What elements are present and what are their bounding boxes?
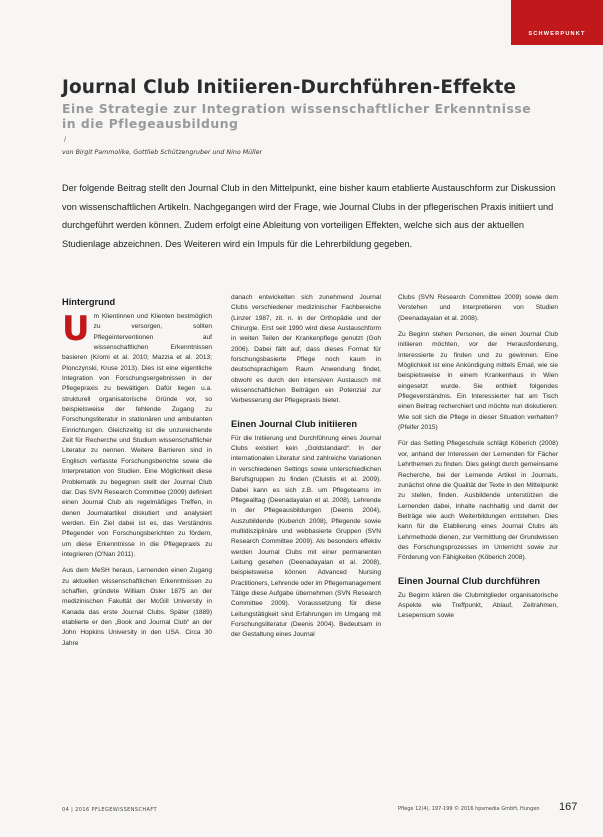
footer-citation: Pflege 12(4), 197-199 © 2016 hpsmedia GmbH, Hungen (398, 806, 540, 812)
paragraph: Zu Beginn klären die Clubmitglieder organisatorische Aspekte wie Treffpunkt, Ablauf, Zeitrahmen, Lesepensum sowie (398, 591, 558, 620)
text-column-3 (398, 293, 558, 622)
article-lead: Der folgende Beitrag stellt den Journal Club in den Mittelpunkt, eine bisher kaum etablierte Austauschform zur Diskussion von wissenschaftlichen Artikeln. Nachgegangen wird der Frage, wie Journal Clubs in der pflegerischen Praxis initiiert und durchgeführt werden können. Zudem erfolgt eine Ableitung von vorteiligen Effekten, welche sich aus der aktuellen Studienlage abzeichnen. Des Weiteren wird ein Impuls für die Lehrerbildung gegeben. (62, 183, 556, 249)
section-ribbon: SCHWERPUNKT (511, 0, 603, 45)
footer-journal: 04 | 2016 PFLEGEWISSENSCHAFT (62, 807, 157, 813)
section-heading-hintergrund: Hintergrund (62, 297, 116, 307)
paragraph: Für das Setting Pflegeschule schlägt Köberich (2008) vor, anhand der Interessen der Lernenden für Fächer Lehrthemen zu finden. Dies gelingt durch gemeinsame Recherche, bei der Lernende Artikel in Journals, zunächst ohne die Qualität der Texte in den Mittelpunkt zu stellen, finden. Ausbildende unterstützen die Lernenden dabei, Inhalte nachhaltig und damit der Beiträge wie auch Weiterbildungen entstehen. Dies kann für die Etablierung eines Journal Clubs als Lehrmethode dienen, zur Vermittlung der Grundwissen des Forschungsprozesses im Unterricht sowie zur Förderung von Fähigkeiten (Köberich 2008). (398, 440, 558, 562)
section-heading-initiieren: Einen Journal Club initiieren (231, 418, 358, 429)
paragraph: danach entwickelten sich zunehmend Journal Clubs verschiedener medizinischer Fachbereiche (Linzer 1987, zit. n. in der Orthopädie und der Chirurgie. Erst seit 1990 wird diese Austauschform in weiten Teilen der Krankenpflege genutzt (Goh 2006). Dabei fällt auf, dass dieses Format für forschungsbasierte Pflege noch kaum in deutschsprachigem Raum Anwendung findet, obwohl es durch den intensiven Austausch mit wissenschaftlichen Beiträgen ein Potenzial zur Verbesserung der Pflegepraxis bietet. (231, 294, 381, 405)
paragraph (62, 309, 212, 560)
text-column-1 (62, 293, 212, 649)
paragraph: Für die Initiierung und Durchführung eines Journal Clubs existiert kein „Goldstandard“. In der internationalen Literatur sind zahlreiche Variationen in verschiedenen Settings sowie unterschiedlichen Berufsgruppen zu finden (Cluistis et al. 2009). Dabei kann es sich z.B. um Pflegeteams im Pflegealltag (Deenadayalan et al. 2008), Lehrende in der Pflegeausbildungen (Deenis 2004), Auszubildende (Kuberich 2008), Pflegende sowie multidisziplinäre und webbasierte Gruppen (SVN Research Committee 2009). Als besonders effektiv werden Journal Clubs mit einer permanenten Leitung gesehen (Deenadayalan et al. 2008), beispielsweise können Advanced Nursing Practitioners, Lehrende oder im Pflegemanagement Tätige diese Aufgabe übernehmen (SVN Research Committee 2009). Voraussetzung für diese Leitungstätigkeit sind Erfahrungen im Umgang mit Forschungsliteratur (Deenis 2004). Bedeutsam in der Gestaltung eines Journal (231, 434, 381, 639)
text-column-2 (231, 293, 381, 641)
paragraph: Zu Beginn stehen Personen, die einen Journal Club initiieren möchten, vor der Herausforderung, Interessierte zu finden und zu gewinnen. Eine Möglichkeit ist eine Ankündigung mittels Email, wie sie beispielsweise in einem Krankenhaus in Wien eingesetzt wurde. Sie enthielt folgendes Pflegeverständnis. Ein Interessierter hat am Tisch einen Beitrag recherchiert und möchte nun diskutieren: Wie soll sich die Pflege in dieser Situation verhalten? (Pfeifer 2015) (398, 331, 558, 432)
paragraph: Aus dem MeSH heraus, Lernenden einen Zugang zu aktuellen wissenschaftlichen Erkenntnissen zu schaffen, gründete William Osler 1875 an der medizinischen Fakultät der McGill University in Kanada das erste Journal Clubs. Später (1889) etablierte er den „Book and Journal Club“ an der John Hopkins University in den USA. Circa 30 Jahre (62, 567, 212, 647)
article-title: Journal Club Initiieren-Durchführen-Effekte (62, 77, 517, 98)
article-authors: von Birgit Pammolike, Gottlieb Schützengruber und Nino Müller (62, 149, 263, 156)
drop-cap: U (62, 309, 90, 349)
section-heading-durchfuehren: Einen Journal Club durchführen (398, 575, 541, 586)
stray-mark: / (64, 136, 67, 143)
page-number: 167 (559, 801, 578, 813)
article-subtitle: Eine Strategie zur Integration wissenschaftlicher Erkenntnisse in die Pflegeausbildung (62, 101, 532, 131)
paragraph: Clubs (SVN Research Committee 2009) sowie dem Verstehen und Interpretieren von Studien (Deenadayalan et al. 2008). (398, 294, 558, 322)
paragraph-text: m Klientinnen und Klienten bestmöglich zu versorgen, sollten Pflegeinterventionen auf wissenschaftlichen Erkenntnissen basieren (Kromi et al. 2010; Mazzia et al. 2013; Plonczynski, Kruse 2013). Dies ist eine eigentliche Integration von Forschungsergebnissen in der Pflegepraxis zu bewältigen. Dafür liegen u.a. strukturell organisatorische Gründe vor, so beispielsweise der fehlende Zugang zu Forschungsliteratur in stationären und ambulanten Einrichtungen. Gleichzeitig ist die unzureichende Zeit für Recherche und Studium wissenschaftlicher Literatur zu nennen. Weitere Barrieren sind in Englisch verfasste Forschungsberichte sowie die Interpretation von Studien. Eine Möglichkeit diese Problematik zu begegnen stellt der Journal Club dar. Das SVN Research Committee (2009) definiert einen Journal Club als regelmäßiges Treffen, in denen Journalartikel diskutiert und analysiert werden. Ein Ziel dabei ist es, das Verständnis Pflegender von Forschungsberichten zu fördern, um diese Erkenntnisse in die Pflegepraxis zu integrieren (O'Nan 2011). (62, 313, 212, 558)
